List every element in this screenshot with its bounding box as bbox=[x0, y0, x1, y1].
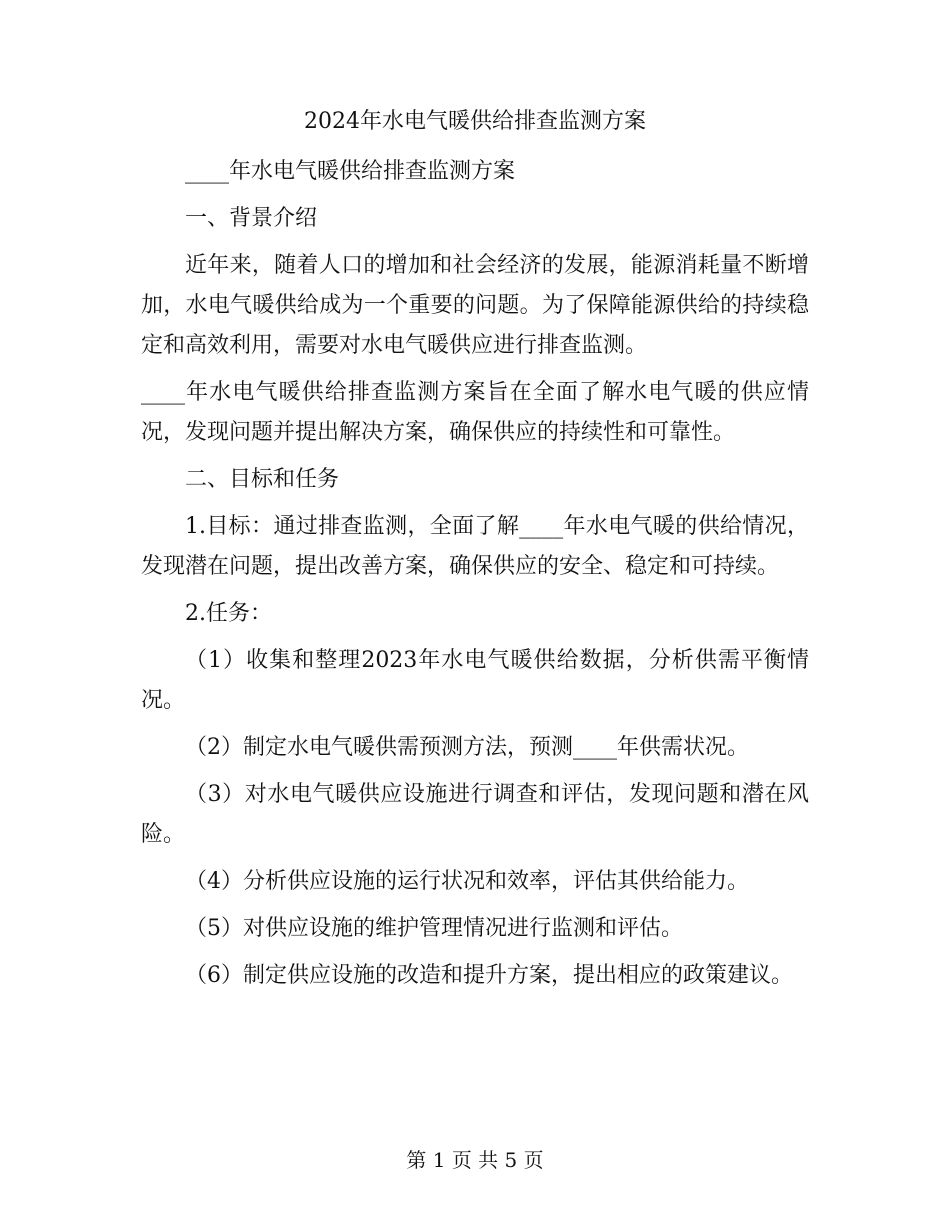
paragraph-purpose: ____年水电气暖供给排查监测方案旨在全面了解水电气暖的供应情况，发现问题并提出解决方案，确保供应的持续性和可靠性。 bbox=[141, 380, 809, 445]
task-item-3: （3）对水电气暖供应设施进行调查和评估，发现问题和潜在风险。 bbox=[141, 782, 809, 847]
task-item-4: （4）分析供应设施的运行状况和效率，评估其供给能力。 bbox=[185, 869, 749, 894]
page-footer: 第 1 页 共 5 页 bbox=[406, 1148, 544, 1172]
document-body bbox=[141, 152, 809, 1003]
task-item-5: （5）对供应设施的维护管理情况进行监测和评估。 bbox=[185, 916, 683, 941]
heading-background: 一、背景介绍 bbox=[185, 206, 318, 231]
paragraph-background: 近年来，随着人口的增加和社会经济的发展，能源消耗量不断增加，水电气暖供给成为一个重要的问题。为了保障能源供给的持续稳定和高效利用，需要对水电气暖供应进行排查监测。 bbox=[141, 253, 809, 358]
paragraph-goal: 1.目标：通过排查监测，全面了解____年水电气暖的供给情况，发现潜在问题，提出改善方案，确保供应的安全、稳定和可持续。 bbox=[141, 514, 809, 579]
paragraph-subtitle: ____年水电气暖供给排查监测方案 bbox=[185, 159, 516, 184]
task-item-6: （6）制定供应设施的改造和提升方案，提出相应的政策建议。 bbox=[185, 963, 793, 988]
task-item-2: （2）制定水电气暖供需预测方法，预测____年供需状况。 bbox=[185, 735, 749, 760]
heading-goals: 二、目标和任务 bbox=[185, 467, 340, 492]
document-title: 2024年水电气暖供给排查监测方案 bbox=[304, 109, 646, 134]
paragraph-tasks-label: 2.任务： bbox=[185, 601, 272, 626]
task-item-1: （1）收集和整理2023年水电气暖供给数据，分析供需平衡情况。 bbox=[141, 648, 809, 713]
